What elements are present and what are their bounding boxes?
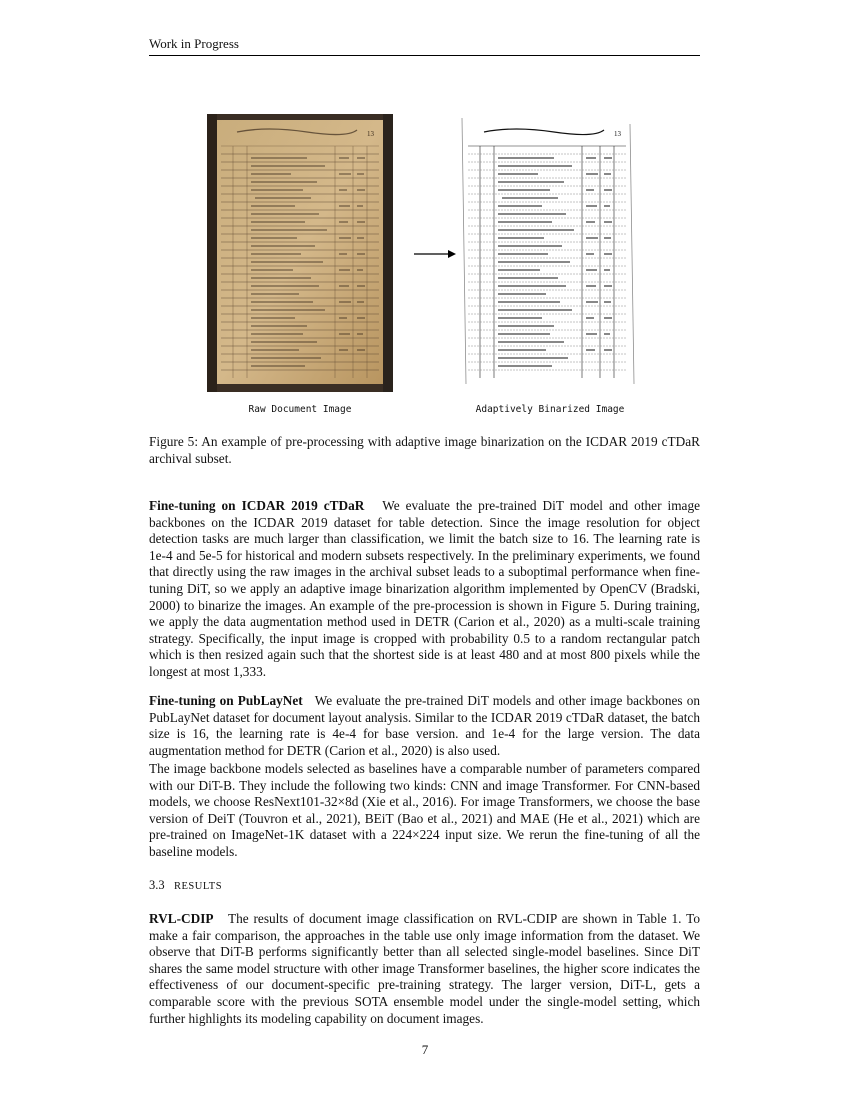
paragraph-heading: Fine-tuning on ICDAR 2019 cTDaR: [149, 498, 365, 513]
paragraph-body: We evaluate the pre-trained DiT model and other image backbones on the ICDAR 2019 dataset for table detection. Since the image resolution for object detection tasks are much larger than classification, we limit the batch size to 16. The learning rate is 1e-4 and 5e-5 for historical and modern subsets respectively. In the preliminary experiments, we found that directly using the raw images in the archival subset leads to a suboptimal performance when fine-tuning DiT, so we apply an adaptive image binarization algorithm implemented by OpenCV (Bradski, 2000) to binarize the images. An example of the pre-procession is shown in Figure 5. During training, we apply the data augmentation method used in DETR (Carion et al., 2020) as a multi-scale training strategy. Specifically, the input image is cropped with probability 0.5 to a random rectangular patch which is then resized again such that the shortest side is at least 480 and at most 800 pixels while the longest at most 1,333.: [149, 498, 700, 679]
paragraph-rvl-cdip: [149, 911, 700, 1027]
svg-text:13: 13: [614, 130, 621, 138]
paragraph-body: The results of document image classification on RVL-CDIP are shown in Table 1. To make a fair comparison, the approaches in the table use only image information from the dataset. We observe that DiT-B performs significantly better than all selected single-model baselines. Since DiT shares the same model structure with other image Transformer baselines, the higher score indicates the effectiveness of our document-specific pre-training strategy. The larger version, DiT-L, gets a comparable score with the previous SOTA ensemble model under the single-model setting, which further highlights its modeling capability on document images.: [149, 911, 700, 1026]
binarized-image-label: Adaptively Binarized Image: [475, 404, 625, 415]
paragraph-heading: RVL-CDIP: [149, 911, 214, 926]
arrow-right-icon: [414, 247, 458, 261]
binarized-document-image: [458, 114, 638, 392]
figure-caption: Figure 5: An example of pre-processing with adaptive image binarization on the ICDAR 2019 cTDaR archival subset.: [149, 434, 700, 466]
section-title: RESULTS: [174, 881, 223, 892]
paragraph-icdar: [149, 498, 700, 681]
paragraph-heading: Fine-tuning on PubLayNet: [149, 693, 303, 708]
raw-document-image: [207, 114, 393, 392]
svg-text:13: 13: [367, 130, 374, 138]
section-number: 3.3: [149, 878, 165, 892]
running-header: Work in Progress: [149, 36, 239, 51]
paragraph-body: We evaluate the pre-trained DiT models and other image backbones on PubLayNet dataset for document layout analysis. Similar to the ICDAR 2019 cTDaR dataset, the batch size is 16, the learning rate is 4e-4 for base version. and 1e-4 for the large version. The data augmentation method for DETR (Carion et al., 2020) is also used.: [149, 693, 701, 758]
header-rule: [149, 55, 700, 56]
page-number: 7: [421, 1042, 429, 1057]
section-heading: [149, 878, 222, 893]
paragraph-baselines: The image backbone models selected as baselines have a comparable number of parameters compared with our DiT-B. They include the following two kinds: CNN and image Transformer. For CNN-based models, we choose ResNext101-32×8d (Xie et al., 2016). For image Transformers, we choose the base version of DeiT (Touvron et al., 2021), BEiT (Bao et al., 2021) and MAE (He et al., 2021) which are pre-trained on ImageNet-1K dataset with a 224×224 input size. We rerun the fine-tuning of all the baseline models.: [149, 761, 700, 859]
paragraph-publaynet: [149, 693, 700, 759]
raw-image-label: Raw Document Image: [248, 404, 352, 415]
